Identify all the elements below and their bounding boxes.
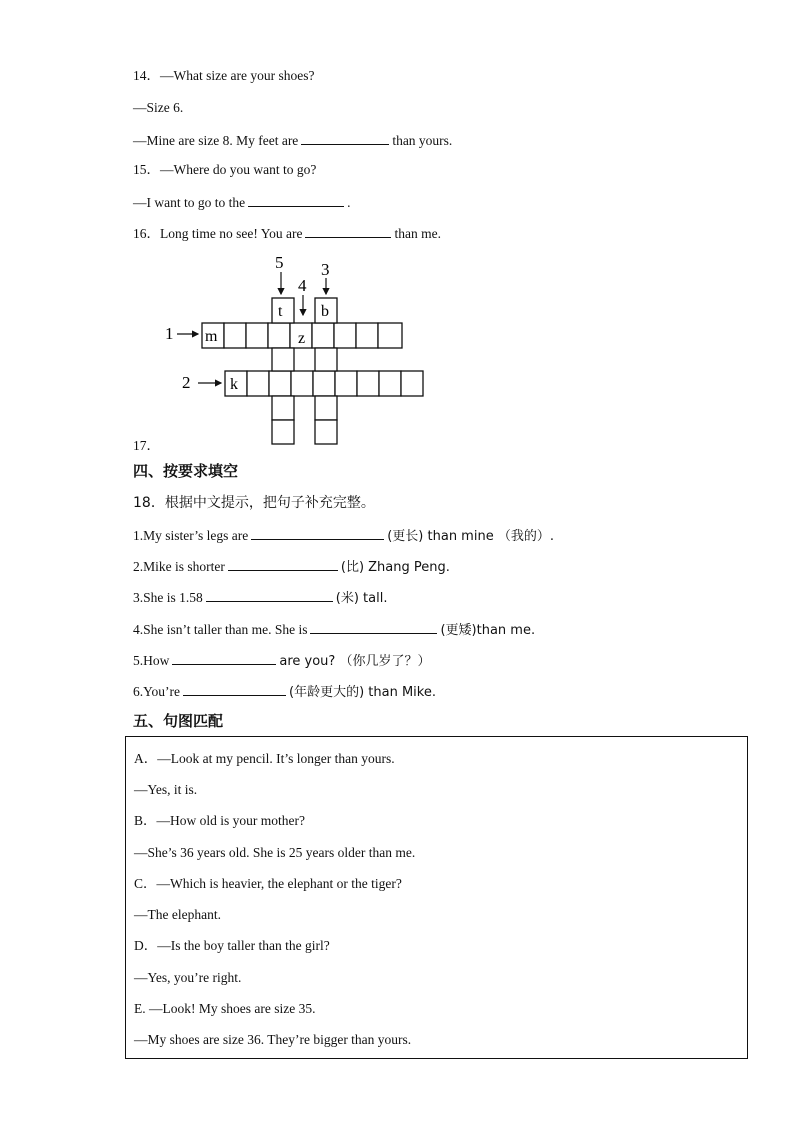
- section4-title: 四、按要求填空: [133, 462, 239, 480]
- sentence-3-blank[interactable]: [206, 587, 333, 602]
- q16-answer-blank[interactable]: [305, 223, 391, 238]
- sentence-1-start: 1.My sister’s legs are: [133, 528, 249, 543]
- sentence-4-start: 4.She isn’t taller than me. She is: [133, 622, 308, 637]
- dialogue-a-line2: —Yes, it is.: [134, 782, 198, 797]
- q14-line3: [133, 130, 452, 150]
- dialogue-c-line1: C．—Which is heavier, the elephant or the tiger?: [134, 876, 402, 891]
- q15-line1: 15．—Where do you want to go?: [133, 162, 317, 177]
- sentence-1-end: (更长) than mine （我的）.: [387, 529, 554, 544]
- crossword-puzzle: [160, 250, 430, 450]
- matching-box: [125, 736, 748, 1059]
- dialogue-d-line2: —Yes, you’re right.: [134, 970, 242, 985]
- q18-sentence-1: [133, 525, 554, 546]
- sentence-6-blank[interactable]: [183, 681, 286, 696]
- q14-line2: —Size 6.: [133, 100, 184, 115]
- q17-label: 17．: [133, 438, 160, 453]
- dialogue-e-line2: —My shoes are size 36. They’re bigger than yours.: [134, 1032, 412, 1047]
- q16-start: 16．Long time no see! You are: [133, 226, 303, 241]
- sentence-2-end: (比) Zhang Peng.: [340, 560, 450, 575]
- dialogue-c-line2: —The elephant.: [134, 907, 221, 922]
- q15-line2-end: .: [347, 195, 351, 210]
- q14-line3-end: than yours.: [392, 133, 453, 148]
- q15-answer-blank[interactable]: [248, 192, 344, 207]
- sentence-1-blank[interactable]: [251, 525, 384, 540]
- clue-number-4: 4: [298, 276, 307, 295]
- q18-sentence-3: [133, 587, 387, 608]
- letter-k: k: [230, 376, 238, 393]
- letter-z: z: [298, 330, 306, 347]
- sentence-2-start: 2.Mike is shorter: [133, 559, 225, 574]
- dialogue-e-line1: E. —Look! My shoes are size 35.: [134, 1001, 316, 1016]
- sentence-4-blank[interactable]: [310, 619, 437, 634]
- dialogue-b-line1: B．—How old is your mother?: [134, 813, 305, 828]
- q16-line: [133, 223, 441, 243]
- q18-sentence-2: [133, 556, 450, 577]
- crossword-grid: [202, 298, 423, 444]
- sentence-3-start: 3.She is 1.58: [133, 590, 203, 605]
- dialogue-b-line2: —She’s 36 years old. She is 25 years older than me.: [134, 845, 416, 860]
- sentence-6-end: (年龄更大的) than Mike.: [289, 685, 436, 700]
- clue-number-1: 1: [165, 324, 174, 343]
- sentence-5-start: 5.How: [133, 653, 170, 668]
- sentence-3-end: (米) tall.: [335, 591, 388, 606]
- sentence-4-end: (更矮)than me.: [440, 623, 536, 638]
- sentence-6-start: 6.You’re: [133, 684, 181, 699]
- q18-intro: 18．根据中文提示，把句子补充完整。: [133, 495, 375, 511]
- dialogue-a-line1: A．—Look at my pencil. It’s longer than yours.: [134, 751, 395, 766]
- clue-number-3: 3: [321, 260, 330, 279]
- letter-m: m: [205, 328, 218, 345]
- q16-end: than me.: [394, 226, 441, 241]
- q15-line2-start: —I want to go to the: [133, 195, 246, 210]
- clue-number-2: 2: [182, 373, 191, 392]
- clue-number-5: 5: [275, 253, 284, 272]
- q14-answer-blank[interactable]: [301, 130, 389, 145]
- dialogue-d-line1: D．—Is the boy taller than the girl?: [134, 938, 330, 953]
- sentence-5-blank[interactable]: [172, 650, 276, 665]
- q18-sentence-6: [133, 681, 436, 702]
- sentence-5-end: are you? （你几岁了？）: [279, 654, 431, 669]
- q18-sentence-5: [133, 650, 430, 671]
- q15-line2: [133, 192, 350, 212]
- letter-b: b: [321, 303, 329, 320]
- q14-line1: 14．—What size are your shoes?: [133, 68, 315, 83]
- q14-line3-start: —Mine are size 8. My feet are: [133, 133, 299, 148]
- section5-title: 五、句图匹配: [133, 712, 224, 730]
- letter-t: t: [278, 303, 283, 320]
- q18-sentence-4: [133, 619, 535, 640]
- sentence-2-blank[interactable]: [228, 556, 338, 571]
